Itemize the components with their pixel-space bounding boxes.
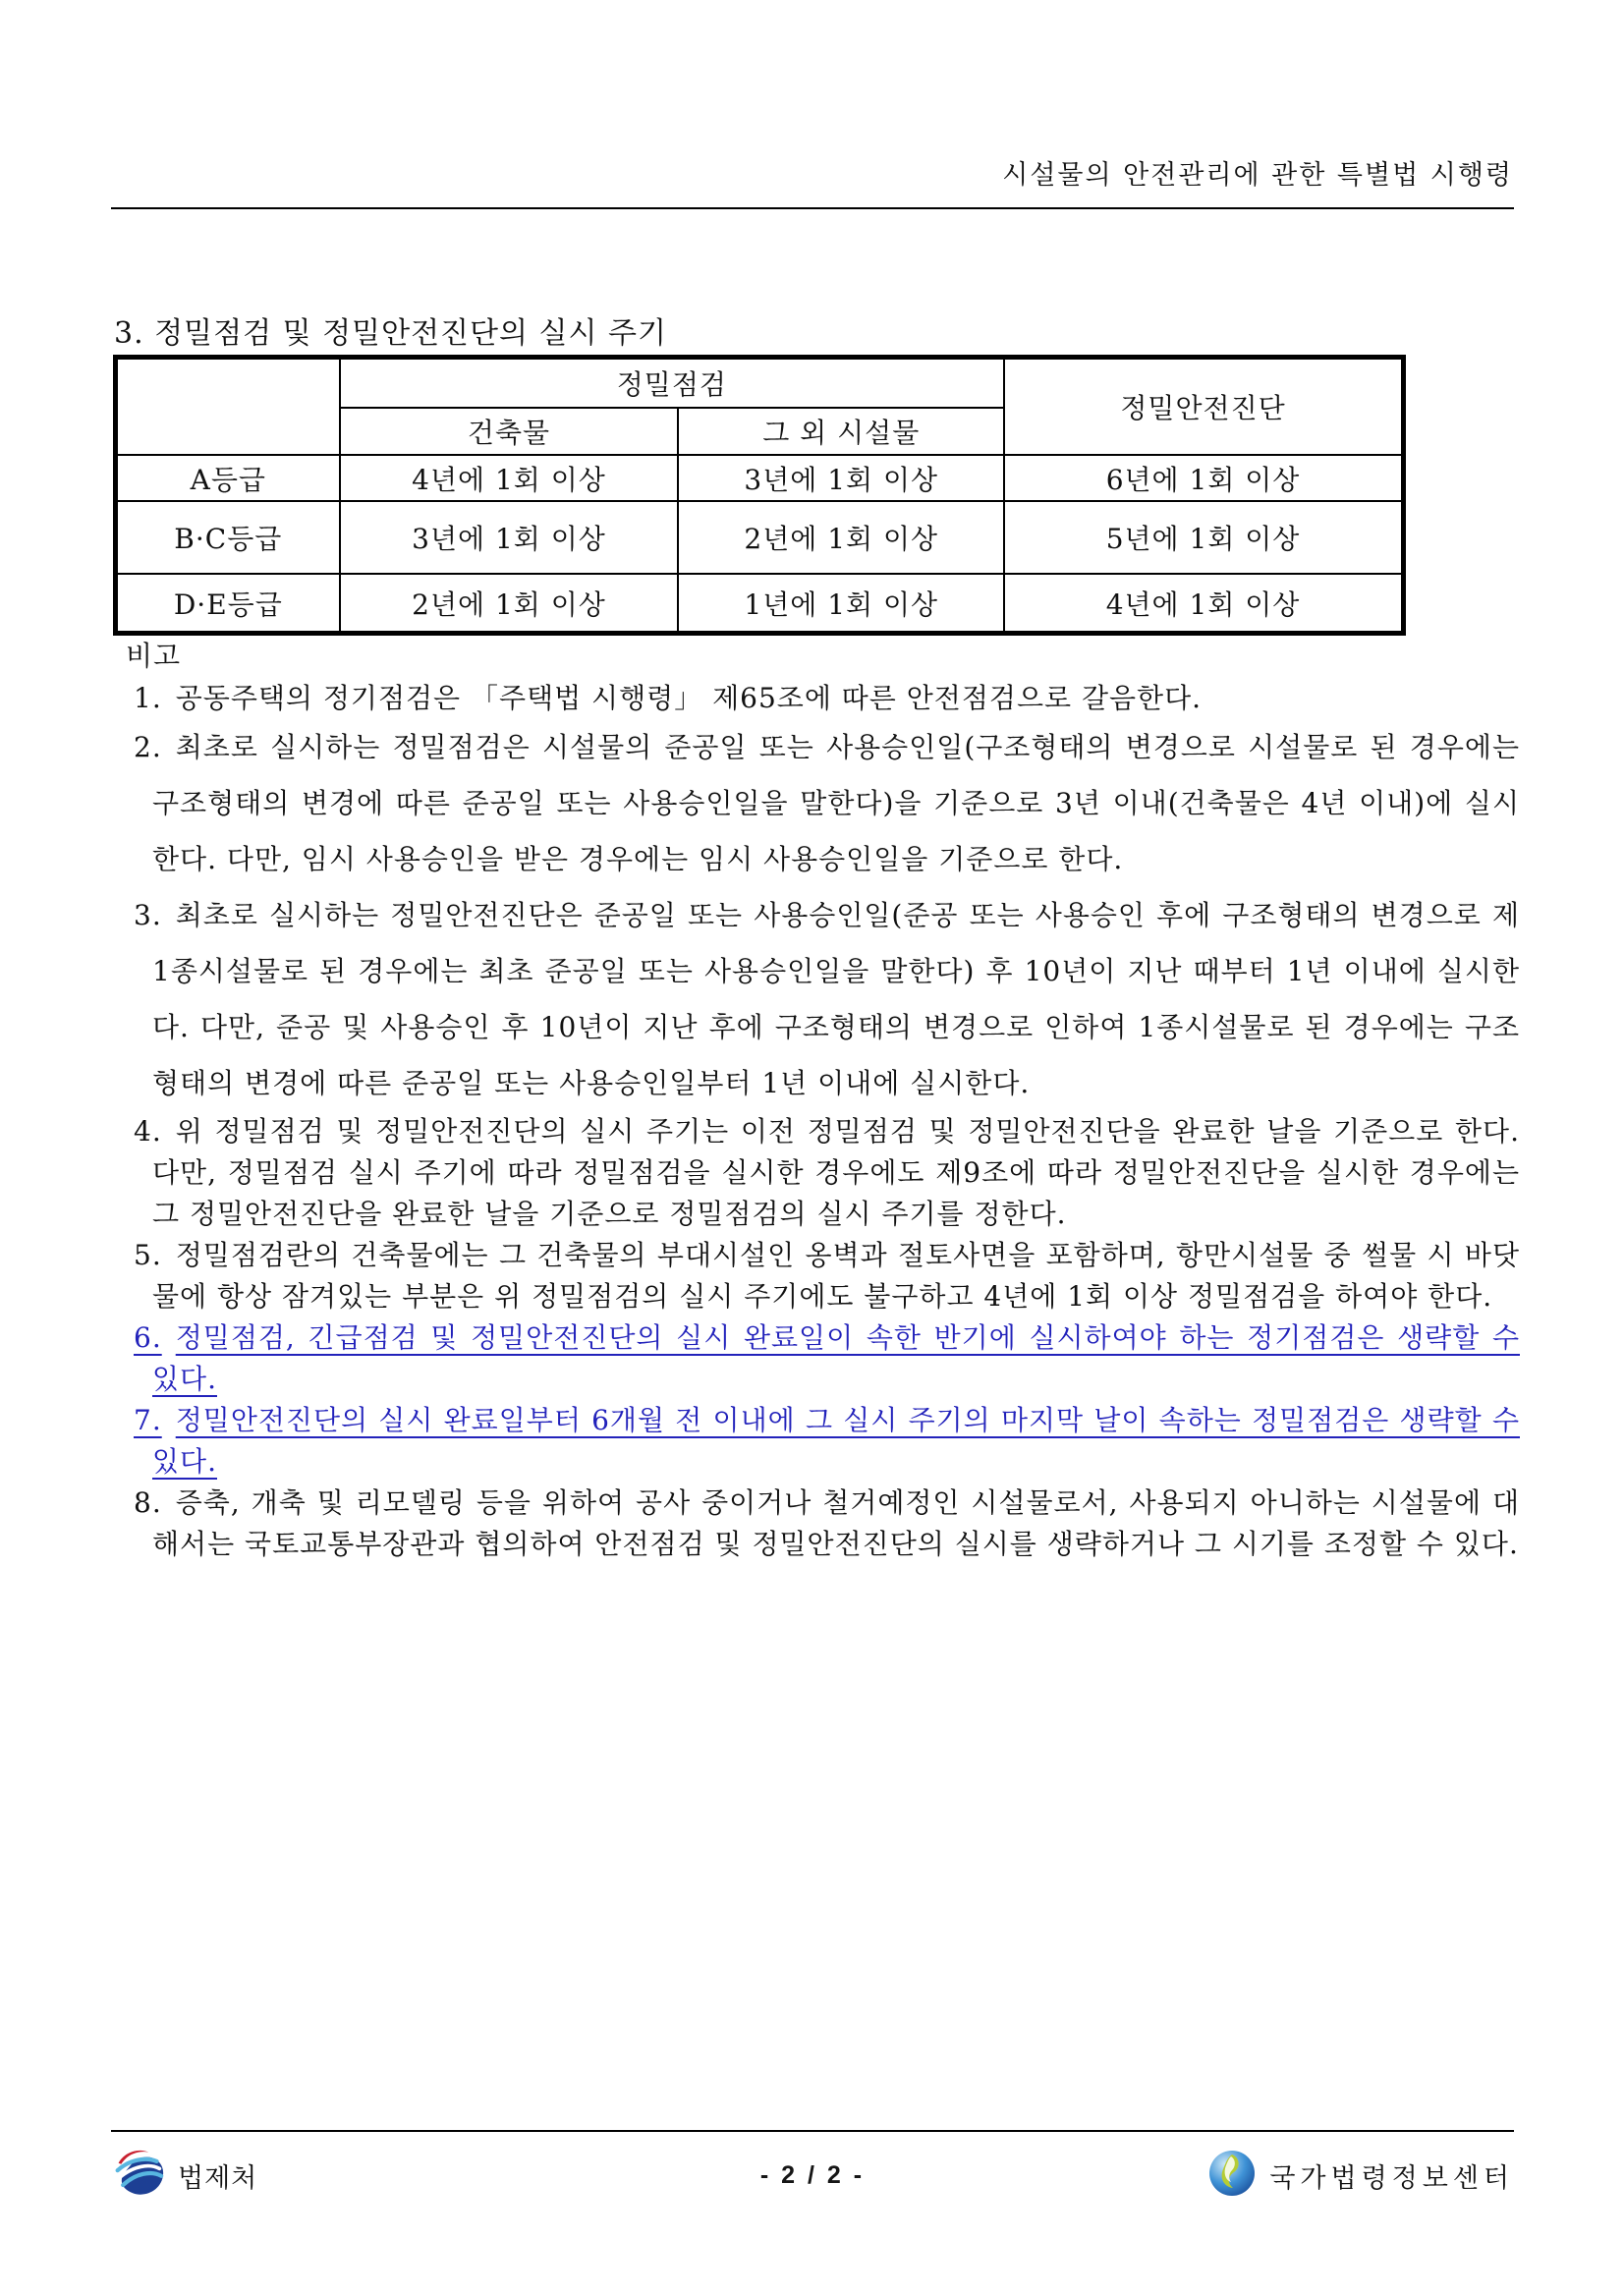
col-header-safety-diagnosis: 정밀안전진단 xyxy=(1004,358,1403,456)
note-number: 2. xyxy=(134,731,162,763)
cell-other-cycle: 3년에 1회 이상 xyxy=(678,455,1004,501)
note-number: 1. xyxy=(134,682,162,714)
note-number: 8. xyxy=(134,1486,162,1519)
table-row-grade-bc xyxy=(116,501,1404,574)
note-text: 위 정밀점검 및 정밀안전진단의 실시 주기는 이전 정밀점검 및 정밀안전진단을 완료한 날을 기준으로 한다. 다만, 정밀점검 실시 주기에 따라 정밀점검을 실시한 경우에도 제9조에 따라 정밀안전진단을 실시한 경우에는 그 정밀안전진단을 완료한 날을 기준으로 정밀점검의 실시 주기를 정한다. xyxy=(152,1115,1520,1230)
cell-other-cycle: 1년에 1회 이상 xyxy=(678,574,1004,634)
cell-building-cycle: 2년에 1회 이상 xyxy=(340,574,679,634)
cell-diagnosis-cycle: 6년에 1회 이상 xyxy=(1004,455,1403,501)
cell-building-cycle: 3년에 1회 이상 xyxy=(340,501,679,574)
cell-grade: A등급 xyxy=(116,455,340,501)
note-item-7-amended-link[interactable] xyxy=(113,1400,1520,1483)
note-number: 4. xyxy=(134,1115,162,1148)
footer-right-org-label: 국가법령정보센터 xyxy=(1269,2162,1514,2194)
cell-diagnosis-cycle: 5년에 1회 이상 xyxy=(1004,501,1403,574)
footer-left-org-label: 법제처 xyxy=(178,2162,258,2194)
table-row-grade-a xyxy=(116,455,1404,501)
table-row-grade-de xyxy=(116,574,1404,634)
cell-diagnosis-cycle: 4년에 1회 이상 xyxy=(1004,574,1403,634)
note-item-5 xyxy=(113,1235,1520,1317)
law-info-globe-logo-icon xyxy=(1206,2148,1258,2203)
notes-label: 비고 xyxy=(126,640,182,672)
section-heading: 3. 정밀점검 및 정밀안전진단의 실시 주기 xyxy=(114,316,667,351)
notes-section xyxy=(113,635,1520,1565)
page-footer xyxy=(111,2140,1514,2211)
note-number: 6. xyxy=(134,1321,162,1354)
moleg-wave-logo-icon xyxy=(111,2148,166,2203)
page-header-title: 시설물의 안전관리에 관한 특별법 시행령 xyxy=(1002,160,1513,191)
note-item-6-amended-link[interactable] xyxy=(113,1317,1520,1400)
note-item-8 xyxy=(113,1483,1520,1565)
note-number: 3. xyxy=(134,899,162,931)
note-number: 7. xyxy=(134,1404,162,1436)
note-text: 최초로 실시하는 정밀점검은 시설물의 준공일 또는 사용승인일(구조형태의 변경으로 시설물로 된 경우에는 구조형태의 변경에 따른 준공일 또는 사용승인일을 말한다)을 기준으로 3년 이내(건축물은 4년 이내)에 실시한다. 다만, 임시 사용승인을 받은 경우에는 임시 사용승인일을 기준으로 한다. xyxy=(152,731,1520,875)
inspection-cycle-table xyxy=(113,355,1406,636)
cell-grade: D·E등급 xyxy=(116,574,340,634)
note-item-1 xyxy=(113,678,1520,719)
note-text: 공동주택의 정기점검은 「주택법 시행령」 제65조에 따른 안전점검으로 갈음한다. xyxy=(175,682,1203,714)
page-indicator: - 2 / 2 - xyxy=(759,2160,866,2189)
note-number: 5. xyxy=(134,1239,162,1271)
cell-building-cycle: 4년에 1회 이상 xyxy=(340,455,679,501)
footer-left-org xyxy=(111,2148,257,2203)
note-item-3 xyxy=(113,887,1520,1111)
note-item-2 xyxy=(113,719,1520,887)
col-header-building: 건축물 xyxy=(340,408,679,455)
note-text: 최초로 실시하는 정밀안전진단은 준공일 또는 사용승인일(준공 또는 사용승인 후에 구조형태의 변경으로 제1종시설물로 된 경우에는 최초 준공일 또는 사용승인일을 말한다) 후 10년이 지난 때부터 1년 이내에 실시한다. 다만, 준공 및 사용승인 후 10년이 지난 후에 구조형태의 변경으로 인하여 1종시설물로 된 경우에는 구조형태의 변경에 따른 준공일 또는 사용승인일부터 1년 이내에 실시한다. xyxy=(152,899,1520,1099)
table-corner-cell xyxy=(116,358,340,456)
note-text: 정밀점검란의 건축물에는 그 건축물의 부대시설인 옹벽과 절토사면을 포함하며, 항만시설물 중 썰물 시 바닷물에 항상 잠겨있는 부분은 위 정밀점검의 실시 주기에도 불구하고 4년에 1회 이상 정밀점검을 하여야 한다. xyxy=(152,1239,1520,1313)
note-text: 정밀안전진단의 실시 완료일부터 6개월 전 이내에 그 실시 주기의 마지막 날이 속하는 정밀점검은 생략할 수 있다. xyxy=(152,1404,1520,1478)
cell-grade: B·C등급 xyxy=(116,501,340,574)
note-text: 증축, 개축 및 리모델링 등을 위하여 공사 중이거나 철거예정인 시설물로서, 사용되지 아니하는 시설물에 대해서는 국토교통부장관과 협의하여 안전점검 및 정밀안전진단의 실시를 생략하거나 그 시기를 조정할 수 있다. xyxy=(152,1486,1520,1560)
col-group-header-precision-inspection: 정밀점검 xyxy=(340,358,1004,409)
note-item-4 xyxy=(113,1111,1520,1235)
note-text: 정밀점검, 긴급점검 및 정밀안전진단의 실시 완료일이 속한 반기에 실시하여야 하는 정기점검은 생략할 수 있다. xyxy=(152,1321,1520,1395)
footer-divider xyxy=(111,2130,1514,2132)
cell-other-cycle: 2년에 1회 이상 xyxy=(678,501,1004,574)
header-divider xyxy=(111,207,1514,209)
footer-right-org xyxy=(1206,2148,1514,2203)
col-header-other-facility: 그 외 시설물 xyxy=(678,408,1004,455)
